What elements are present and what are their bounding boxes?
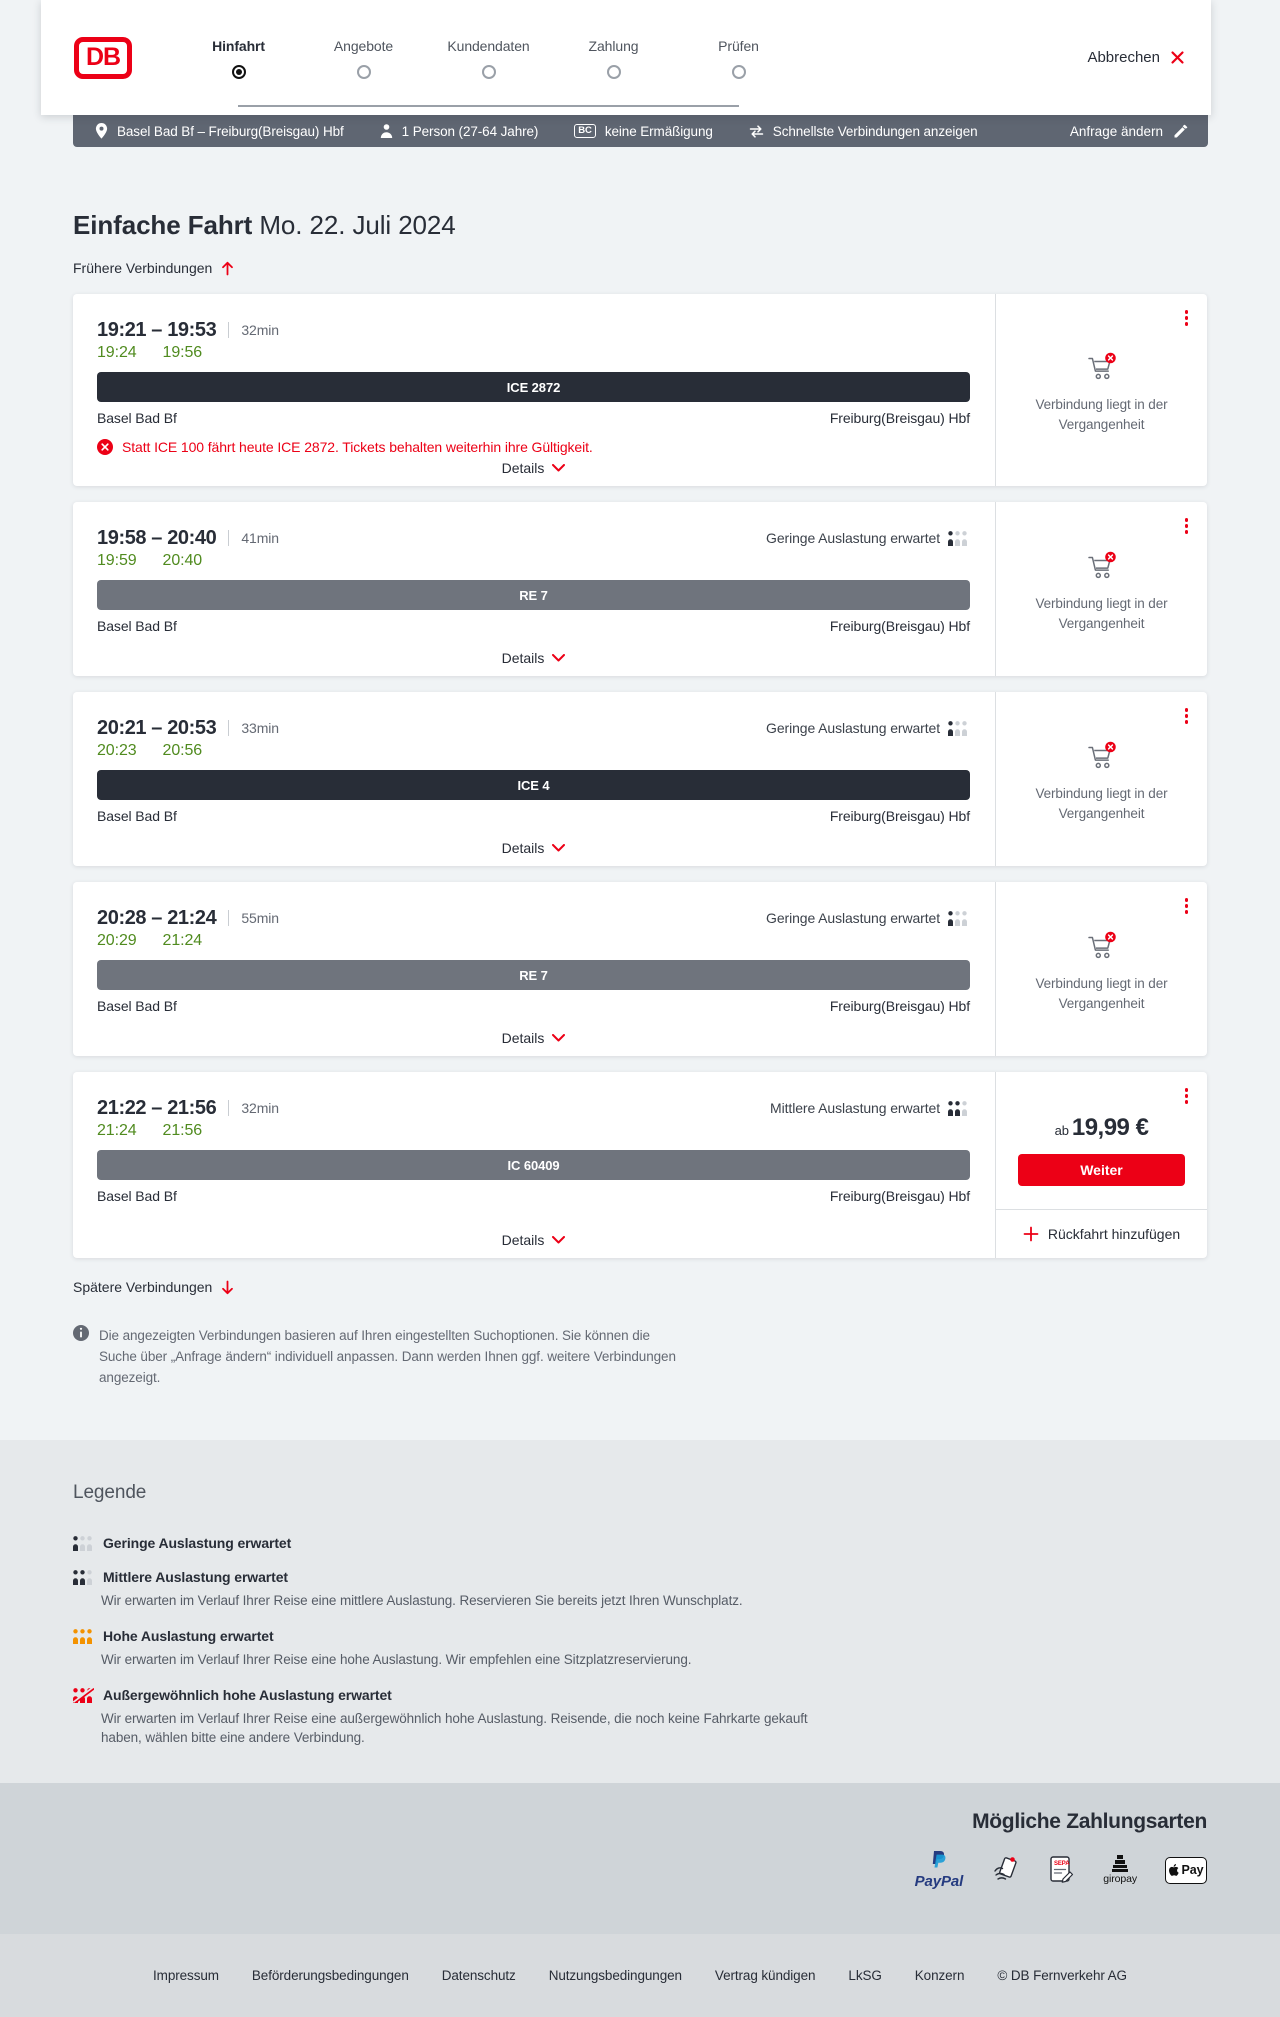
sepa-icon [1049,1855,1075,1885]
search-summary-bar [73,115,1208,147]
pay-later-hand-icon [991,1855,1021,1885]
occupancy-indicator [766,530,970,546]
connection-details [73,1072,995,1258]
connection-card [73,1072,1207,1258]
occupancy-indicator [766,720,970,736]
step-dot [482,65,496,79]
details-label: Details [501,1030,545,1046]
fastest-text: Schnellste Verbindungen anzeigen [772,123,978,139]
details-button[interactable] [498,1230,570,1250]
actual-departure: 19:59 [97,552,137,569]
connection-details [73,692,995,866]
actual-departure: 20:23 [97,742,137,759]
trip-date: Mo. 22. Juli 2024 [259,210,456,240]
info-text: Die angezeigten Verbindungen basieren auf Ihren eingestellten Suchoptionen. Sie können die Suche über „Anfrage ändern“ individuell anpassen. Dann werden Ihnen ggf. weitere Verbindungen angezeigt. [99,1328,676,1385]
error-icon [97,439,113,455]
occupancy-label: Geringe Auslastung erwartet [766,720,940,736]
chevron-down-icon [552,654,565,662]
step-dot [732,65,746,79]
actual-departure: 20:29 [97,932,137,949]
step-zahlung[interactable] [551,38,676,79]
details-label: Details [501,650,545,666]
occupancy-medium-icon [73,1570,95,1585]
step-label: Prüfen [718,38,759,54]
occupancy-icon [948,721,970,736]
train-bar [97,960,970,990]
actual-times [97,552,970,572]
copyright-text: © DB Fernverkehr AG [997,1968,1127,1983]
location-pin-icon [95,123,108,139]
step-dot [232,65,246,79]
discount-text: keine Ermäßigung [604,123,713,139]
legend-item-description: Wir erwarten im Verlauf Ihrer Reise eine hohe Auslastung. Wir empfehlen eine Sitzplatzreservierung. [101,1652,692,1667]
train-bar [97,770,970,800]
price-prefix: ab [1054,1123,1069,1138]
route-text: Basel Bad Bf – Freiburg(Breisgau) Hbf [117,123,344,139]
legend-item-description: Wir erwarten im Verlauf Ihrer Reise eine mittlere Auslastung. Reservieren Sie bereits jetzt Ihren Wunschplatz. [101,1593,743,1608]
step-pruefen[interactable] [676,38,801,79]
chevron-down-icon [552,1034,565,1042]
past-connection-text: Verbindung liegt in der Vergangenheit [1035,396,1168,432]
connection-details [73,502,995,676]
train-label: IC 60409 [507,1157,560,1173]
duration: 55min [241,910,279,926]
legend-item [73,1687,1207,1703]
past-connection-text: Verbindung liegt in der Vergangenheit [1035,595,1168,631]
occupancy-label: Geringe Auslastung erwartet [766,530,940,546]
train-bar [97,1150,970,1180]
giropay-icon [1103,1855,1137,1885]
add-return-button[interactable] [996,1210,1207,1258]
connection-card [73,882,1207,1056]
page-footer [0,1934,1280,2017]
edit-request-button[interactable] [1070,124,1188,139]
later-connections-link[interactable] [73,1278,234,1296]
add-return-label: Rückfahrt hinzufügen [1047,1226,1181,1242]
edit-request-label: Anfrage ändern [1069,123,1163,139]
details-button[interactable] [498,648,570,668]
occupancy-low-icon [73,1536,95,1551]
details-button[interactable] [498,458,570,478]
actual-times [97,742,970,762]
occupancy-indicator [766,910,970,926]
actual-departure: 21:24 [97,1122,137,1139]
apple-pay-label: Pay [1181,1863,1204,1877]
step-label: Hinfahrt [212,38,265,54]
cancel-button[interactable] [1087,49,1185,66]
occupancy-label: Mittlere Auslastung erwartet [770,1100,940,1116]
svg-text:SEPA: SEPA [1054,1861,1070,1867]
more-options-button[interactable] [1182,705,1192,727]
step-kundendaten[interactable] [426,38,551,79]
legend-item [73,1628,1207,1644]
step-label: Zahlung [588,38,639,54]
results-main [0,208,1280,1440]
more-options-button[interactable] [1182,895,1192,917]
legend-item-label: Außergewöhnlich hohe Auslastung erwartet [103,1687,392,1703]
cart-unavailable-icon [1086,931,1118,961]
chevron-down-icon [552,464,565,472]
paypal-icon [915,1850,964,1890]
progress-track [238,105,739,107]
actual-arrival: 19:56 [162,344,203,361]
cancel-label: Abbrechen [1087,49,1160,66]
time-range: 19:21 – 19:53 [97,318,217,341]
train-label: ICE 2872 [506,379,561,395]
bahncard-icon: BC [574,124,596,138]
past-connection-text: Verbindung liegt in der Vergangenheit [1035,785,1168,821]
footer-link-datenschutz[interactable]: Datenschutz [441,1968,516,1983]
occupancy-exceptional-icon [73,1688,95,1703]
actual-arrival: 20:40 [162,552,203,569]
occupancy-label: Geringe Auslastung erwartet [766,910,940,926]
footer-link-konzern[interactable]: Konzern [914,1968,965,1983]
plus-icon [1023,1226,1039,1242]
connection-aside [995,882,1207,1056]
step-hinfahrt[interactable] [176,38,301,79]
footer-link-vertrag-kuendigen[interactable]: Vertrag kündigen [714,1968,816,1983]
passengers-text: 1 Person (27-64 Jahre) [401,123,539,139]
person-icon [380,124,393,138]
duration: 41min [241,530,279,546]
actual-times [97,932,970,952]
legend-item-label: Hohe Auslastung erwartet [103,1628,274,1644]
legend-item [73,1535,1207,1551]
train-label: RE 7 [519,967,548,983]
duration: 33min [241,720,279,736]
time-range: 20:28 – 21:24 [97,906,217,929]
time-range: 19:58 – 20:40 [97,526,217,549]
discount-chip [574,124,713,139]
origin-station: Basel Bad Bf [97,1188,177,1204]
cart-unavailable-icon [1086,551,1118,581]
more-options-button[interactable] [1182,1085,1192,1107]
occupancy-high-icon [73,1629,95,1644]
details-button[interactable] [498,1028,570,1048]
destination-station: Freiburg(Breisgau) Hbf [829,1188,970,1204]
giropay-label: giropay [1103,1873,1137,1885]
legend-item-label: Mittlere Auslastung erwartet [103,1569,288,1585]
destination-station: Freiburg(Breisgau) Hbf [829,410,970,426]
step-angebote[interactable] [301,38,426,79]
payment-methods [73,1850,1207,1890]
price-value: 19,99 € [1071,1114,1149,1141]
origin-station: Basel Bad Bf [97,618,177,634]
connection-aside [995,692,1207,866]
later-connections-label: Spätere Verbindungen [73,1279,213,1295]
chevron-down-icon [552,1236,565,1244]
connection-details [73,294,995,486]
connection-aside [995,1072,1207,1258]
page-title [73,208,1207,242]
earlier-connections-label: Frühere Verbindungen [73,260,213,276]
actual-times [97,344,970,364]
connection-card [73,294,1207,486]
notice-row [97,438,970,456]
trip-type: Einfache Fahrt [73,210,253,240]
origin-station: Basel Bad Bf [97,410,177,426]
step-dot [607,65,621,79]
legend-section [0,1440,1280,1783]
payments-title: Mögliche Zahlungsarten [972,1810,1207,1833]
more-options-button[interactable] [1182,307,1192,329]
passengers-chip [380,124,539,139]
continue-button[interactable]: Weiter [1018,1154,1185,1186]
time-range: 21:22 – 21:56 [97,1096,217,1119]
divider [228,910,229,926]
occupancy-icon [948,911,970,926]
time-range: 20:21 – 20:53 [97,716,217,739]
details-button[interactable] [498,838,570,858]
divider [228,322,229,338]
connection-card [73,692,1207,866]
destination-station: Freiburg(Breisgau) Hbf [829,808,970,824]
train-label: ICE 4 [517,777,550,793]
train-label: RE 7 [519,587,548,603]
occupancy-icon [948,1101,970,1116]
footer-link-nutzungsbedingungen[interactable]: Nutzungsbedingungen [548,1968,682,1983]
actual-times [97,1122,970,1142]
route-chip [95,123,344,139]
progress-steps [176,36,801,79]
origin-station: Basel Bad Bf [97,998,177,1014]
legend-item [73,1569,1207,1585]
actual-arrival: 21:56 [162,1122,203,1139]
legend-title: Legende [73,1482,147,1503]
connection-card [73,502,1207,676]
price [996,1114,1207,1142]
legend-item-label: Geringe Auslastung erwartet [103,1535,292,1551]
more-options-button[interactable] [1182,515,1192,537]
apple-pay-icon [1165,1857,1207,1884]
connection-aside [995,502,1207,676]
cart-unavailable-icon [1086,352,1118,382]
arrow-down-icon [221,1280,234,1295]
fastest-chip [749,124,978,139]
origin-station: Basel Bad Bf [97,808,177,824]
occupancy-indicator [770,1100,970,1116]
payments-section [0,1783,1280,1934]
connection-aside [995,294,1207,486]
close-icon [1170,50,1185,65]
details-label: Details [501,460,545,476]
footer-link-impressum[interactable]: Impressum [153,1968,219,1983]
details-label: Details [501,1232,545,1248]
legend-item-description: Wir erwarten im Verlauf Ihrer Reise eine außergewöhnlich hohe Auslastung. Reisende, die noch keine Fahrkarte gekauft haben, wählen bitte eine andere Verbindung. [101,1711,808,1745]
notice-text: Statt ICE 100 fährt heute ICE 2872. Tickets behalten weiterhin ihre Gültigkeit. [122,439,593,455]
past-connection-text: Verbindung liegt in der Vergangenheit [1035,975,1168,1011]
arrow-up-icon [221,261,234,276]
pencil-icon [1173,124,1188,139]
destination-station: Freiburg(Breisgau) Hbf [829,998,970,1014]
chevron-down-icon [552,844,565,852]
step-dot [357,65,371,79]
divider [228,720,229,736]
actual-arrival: 21:24 [162,932,203,949]
cart-unavailable-icon [1086,741,1118,771]
duration: 32min [241,322,279,338]
destination-station: Freiburg(Breisgau) Hbf [829,618,970,634]
divider [228,530,229,546]
duration: 32min [241,1100,279,1116]
footer-link-lksg[interactable]: LkSG [848,1968,882,1983]
step-label: Angebote [333,38,394,54]
swap-arrows-icon [749,125,764,138]
divider [228,1100,229,1116]
info-icon [73,1325,89,1388]
paypal-label: PayPal [914,1873,964,1890]
train-bar [97,580,970,610]
train-bar [97,372,970,402]
actual-departure: 19:24 [97,344,137,361]
footer-link-befoerderungsbedingungen[interactable]: Beförderungsbedingungen [251,1968,409,1983]
app-header [41,0,1211,115]
info-note [73,1325,1207,1440]
earlier-connections-link[interactable] [73,259,234,277]
occupancy-icon [948,531,970,546]
connection-details [73,882,995,1056]
db-logo: DB [74,37,132,79]
details-label: Details [501,840,545,856]
actual-arrival: 20:56 [162,742,203,759]
step-label: Kundendaten [447,38,530,54]
